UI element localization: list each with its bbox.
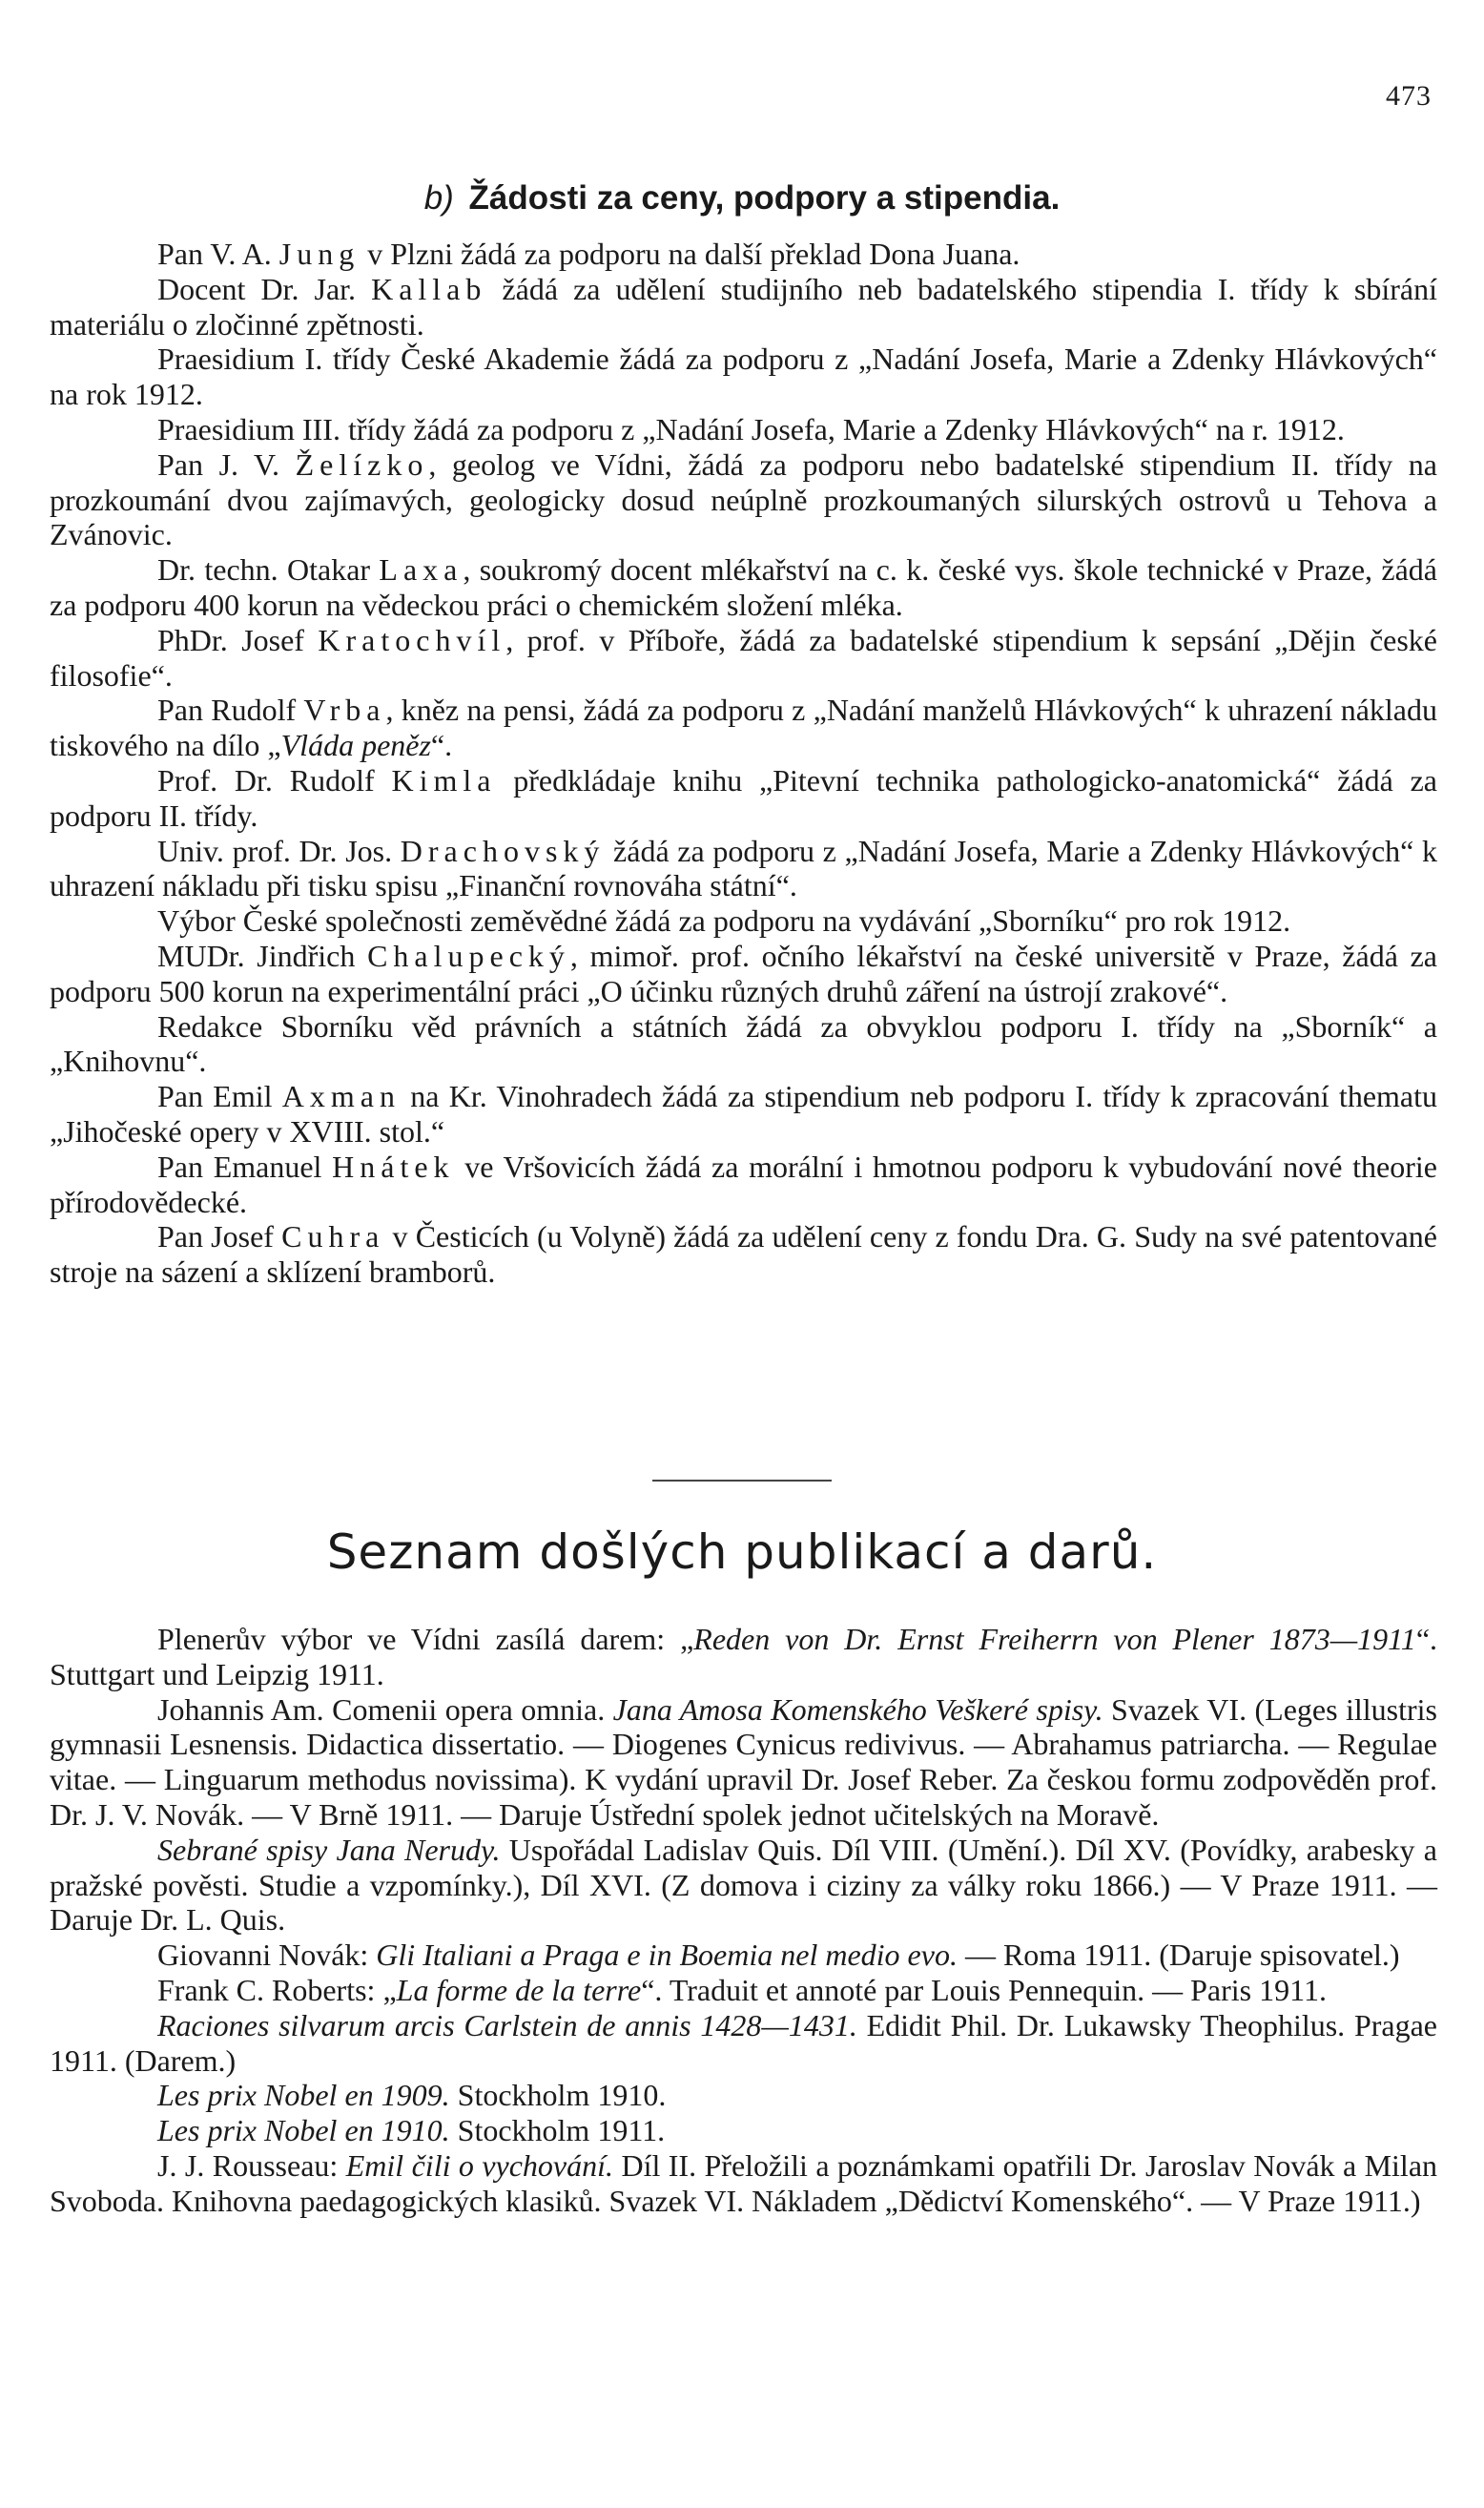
- request-entry: [50, 1079, 1437, 1150]
- entry-text: Pan Rudolf: [157, 693, 304, 728]
- entry-text: Pan J. V.: [157, 446, 296, 482]
- section-divider: [652, 1480, 832, 1482]
- entry-text: Redakce Sborníku věd právních a státních žádá za obvyklou podporu I. třídy na „Sborník“ a „Knihovnu“.: [50, 1008, 1437, 1079]
- entry-name: Drachovský: [400, 833, 606, 868]
- entry-text: J. J. Rousseau:: [157, 2147, 346, 2183]
- entry-text: “. Stuttgart und Leipzig 1911.: [50, 1622, 1438, 1691]
- publication-entry: [50, 2113, 1437, 2148]
- entry-name: Kallab: [371, 271, 487, 306]
- entry-name: Želízko: [295, 446, 429, 482]
- request-entry: [50, 903, 1437, 939]
- entry-text: žádá za udělení studijního neb badatelského stipendia I. třídy k sbírání materiálu o zločinné zpětnosti.: [50, 271, 1438, 342]
- entry-text: předkládaje knihu „Pitevní technika pathologicko-anatomická“ žádá za podporu II. třídy.: [50, 762, 1438, 833]
- entry-title: Jana Amosa Komenského Veškeré spisy.: [612, 1691, 1103, 1727]
- entry-text: Dr. techn. Otakar: [157, 552, 380, 588]
- publication-entry: [50, 1938, 1437, 1973]
- entry-text: žádá za podporu z „Nadání Josefa, Marie a Zdenky Hlávkových“ k uhrazení nákladu při tisku spisu „Finanční rovnováha státní“.: [50, 833, 1438, 903]
- entry-title: Sebrané spisy Jana Nerudy.: [157, 1832, 501, 1867]
- publication-entry: [50, 1692, 1437, 1833]
- entry-title: La forme de la terre: [396, 1972, 642, 2007]
- page-number: 473: [1386, 80, 1432, 112]
- entry-text: Praesidium I. třídy České Akademie žádá za podporu z „Nadání Josefa, Marie a Zdenky Hlávkových“ na rok 1912.: [50, 342, 1437, 412]
- entry-title: Les prix Nobel en 1910.: [157, 2113, 450, 2148]
- request-entry: [50, 342, 1437, 412]
- entry-text: Pan Emanuel: [157, 1149, 333, 1184]
- entry-name: Cuhra: [281, 1219, 385, 1254]
- entry-text: Pan Emil: [157, 1079, 282, 1114]
- entry-text: Stockholm 1910.: [449, 2078, 667, 2113]
- entry-text: Plenerův výbor ve Vídni zasílá darem: „: [157, 1622, 694, 1656]
- entry-text: , kněz na pensi, žádá za podporu z „Nadání manželů Hlávkových“ k uhrazení nákladu tiskového na dílo „: [50, 693, 1438, 763]
- request-entry: [50, 834, 1437, 904]
- request-entry: [50, 447, 1437, 552]
- section-label: b): [423, 179, 454, 217]
- publication-entry: [50, 1833, 1437, 1938]
- entry-name: Hnátek: [332, 1149, 455, 1184]
- entry-name: Kratochvíl: [318, 622, 506, 657]
- entry-text: Prof. Dr. Rudolf: [157, 762, 392, 798]
- entry-text: — Roma 1911. (Daruje spisovatel.): [957, 1938, 1400, 1973]
- entry-title: Emil čili o vychování.: [345, 2147, 614, 2183]
- entry-text: Díl II. Přeložili a poznámkami opatřili Dr. Jaroslav Novák a Milan Svoboda. Knihovna paedagogických klasiků. Svazek VI. Nákladem „Dědictví Komenského“. — V Praze 1911.): [50, 2147, 1438, 2218]
- entry-text: Edidit Phil. Dr. Lukawsky Theophilus. Pragae 1911. (Darem.): [50, 2007, 1437, 2078]
- entry-text: , mimoř. prof. očního lékařství na české universitě v Praze, žádá za podporu 500 korun na experimentální práci „O účinku různých druhů záření na ústrojí zrakové“.: [50, 938, 1438, 1008]
- publications-list: [50, 1622, 1437, 2219]
- entry-name: Axman: [281, 1079, 401, 1114]
- entry-text: v Česticích (u Volyně) žádá za udělení ceny z fondu Dra. G. Sudy na své patentované stroje na sázení a sklízení bramborů.: [50, 1219, 1438, 1290]
- entry-title: Raciones silvarum arcis Carlstein de annis 1428—1431.: [157, 2007, 857, 2042]
- entry-name: Chalupecký: [367, 938, 570, 973]
- entry-text: Frank C. Roberts: „: [157, 1972, 397, 2007]
- request-entry: [50, 623, 1437, 694]
- entry-text: Praesidium III. třídy žádá za podporu z „Nadání Josefa, Marie a Zdenky Hlávkových“ na r. 1912.: [157, 411, 1345, 446]
- entry-text: Docent Dr. Jar.: [157, 271, 372, 306]
- entry-text: Johannis Am. Comenii opera omnia.: [157, 1691, 613, 1727]
- entry-text: Výbor České společnosti zeměvědné žádá za podporu na vydávání „Sborníku“ pro rok 1912.: [157, 903, 1291, 939]
- entry-text: Univ. prof. Dr. Jos.: [157, 833, 401, 868]
- entry-text: MUDr. Jindřich: [157, 938, 368, 973]
- publication-entry: [50, 2078, 1437, 2113]
- section-title: Žádosti za ceny, podpory a stipendia.: [468, 179, 1061, 217]
- entry-text: ve Vršovicích žádá za morální i hmotnou podporu k vybudování nové theorie přírodovědecké.: [50, 1149, 1437, 1219]
- requests-list: [50, 237, 1437, 1290]
- entry-text: Pan Josef: [157, 1219, 282, 1254]
- request-entry: [50, 272, 1437, 342]
- publication-entry: [50, 1973, 1437, 2008]
- entry-text: na Kr. Vinohradech žádá za stipendium neb podporu I. třídy k zpracování thematu „Jihočeské opery v XVIII. stol.“: [50, 1079, 1437, 1149]
- entry-name: Vrba: [303, 693, 386, 728]
- request-entry: [50, 1219, 1437, 1290]
- request-entry: [50, 939, 1437, 1009]
- entry-text: , geolog ve Vídni, žádá za podporu nebo badatelské stipendium II. třídy na prozkoumání dvou zajímavých, geologicky dosud neúplně prozkoumaných silurských ostrovů u Tehova a Zvánovic.: [50, 446, 1438, 552]
- entry-text: Uspořádal Ladislav Quis. Díl VIII. (Umění.). Díl XV. (Povídky, arabesky a pražské pověsti. Studie a vzpomínky.), Díl XVI. (Z domova i ciziny za války roku 1866.) — V Praze 1911. — Daruje Dr. L. Quis.: [50, 1832, 1437, 1938]
- entry-title: Vláda peněz: [280, 728, 431, 763]
- entry-text: Giovanni Novák:: [157, 1938, 377, 1973]
- entry-title: Gli Italiani a Praga e in Boemia nel medio evo.: [376, 1938, 958, 1973]
- entry-text: “.: [430, 728, 453, 763]
- entry-text: Pan V. A.: [157, 237, 279, 271]
- entry-name: Kimla: [391, 762, 497, 798]
- publications-heading: Seznam došlých publikací a darů.: [326, 1524, 1158, 1580]
- entry-text: “. Traduit et annoté par Louis Pennequin. — Paris 1911.: [641, 1972, 1327, 2007]
- section-heading-requests: [0, 179, 1484, 218]
- entry-name: Laxa: [379, 552, 464, 588]
- request-entry: [50, 1009, 1437, 1080]
- request-entry: [50, 412, 1437, 447]
- entry-text: Svazek VI. (Leges illustris gymnasii Lesnensis. Didactica dissertatio. — Diogenes Cynicus redivivus. — Abrahamus patriarcha. — Regulae vitae. — Linguarum methodus novissima). K vydání upravil Dr. Josef Reber. Za českou formu zodpověděn prof. Dr. J. V. Novák. — V Brně 1911. — Daruje Ústřední spolek jednot učitelských na Moravě.: [50, 1691, 1438, 1832]
- entry-text: , soukromý docent mlékařství na c. k. české vys. škole technické v Praze, žádá za podporu 400 korun na vědeckou práci o chemickém složení mléka.: [50, 552, 1438, 622]
- entry-text: v Plzni žádá za podporu na další překlad Dona Juana.: [360, 237, 1020, 271]
- publication-entry: [50, 2148, 1437, 2219]
- request-entry: [50, 237, 1437, 272]
- publication-entry: [50, 2008, 1437, 2079]
- entry-text: , prof. v Příboře, žádá za badatelské stipendium k sepsání „Dějin české filosofie“.: [50, 622, 1438, 693]
- request-entry: [50, 693, 1437, 763]
- entry-title: Les prix Nobel en 1909.: [157, 2078, 450, 2113]
- entry-name: Jung: [278, 237, 361, 271]
- entry-title: Reden von Dr. Ernst Freiherrn von Plener 1873—1911: [693, 1622, 1416, 1656]
- entry-text: PhDr. Josef: [157, 622, 319, 657]
- entry-text: Stockholm 1911.: [449, 2113, 666, 2148]
- request-entry: [50, 552, 1437, 623]
- request-entry: [50, 1150, 1437, 1220]
- publication-entry: [50, 1622, 1437, 1692]
- request-entry: [50, 763, 1437, 834]
